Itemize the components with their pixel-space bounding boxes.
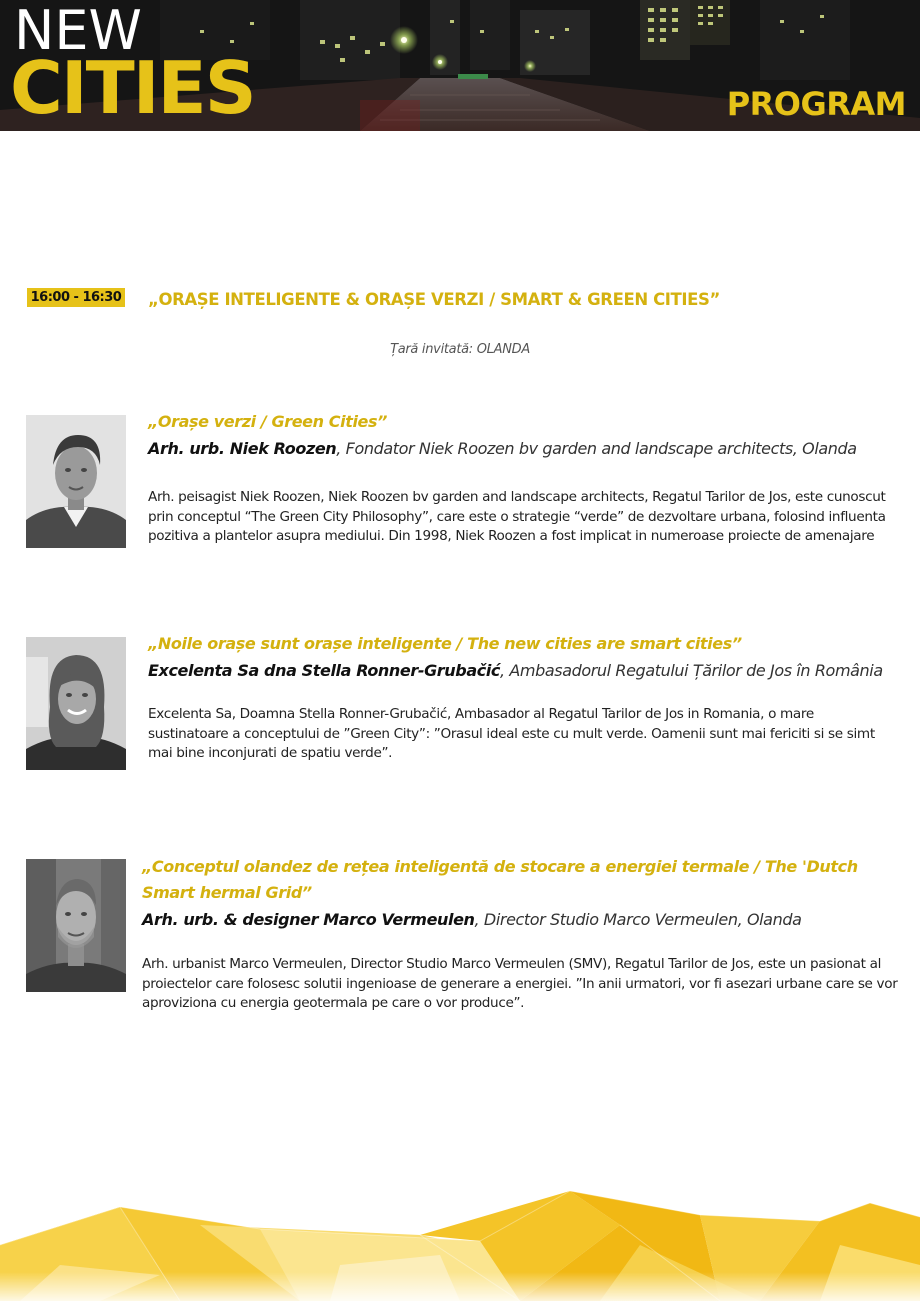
speaker-role: , Fondator Niek Roozen bv garden and landscape architects, Olanda — [336, 439, 857, 458]
speaker-photo — [26, 415, 126, 548]
section-title: PROGRAM — [726, 85, 906, 123]
time-badge: 16:00 - 16:30 — [27, 288, 125, 307]
brand-cities: CITIES — [10, 46, 255, 130]
speaker-bio: Excelenta Sa, Doamna Stella Ronner-Grubačić, Ambasador al Regatul Tarilor de Jos in Romania, o mare sustinatoare a conceptului de ”Green City”: ”Orasul ideal este cu mult verde. Oamenii sunt mai fericiti si se simt mai bine inconjurati de spatiu verde”. — [148, 706, 875, 761]
speaker-name: Arh. urb. & designer Marco Vermeulen — [142, 910, 475, 929]
footer-polygon-art — [0, 1185, 920, 1301]
speaker-role: , Director Studio Marco Vermeulen, Olanda — [474, 910, 802, 929]
talk-title: „Conceptul olandez de rețea inteligentă de stocare a energiei termale / The 'Dutch Smart hermal Grid” — [142, 857, 858, 902]
talk-title: „Orașe verzi / Green Cities” — [148, 412, 388, 431]
speaker-byline — [142, 909, 801, 931]
header-banner — [0, 0, 920, 131]
speaker-role: , Ambasadorul Regatului Țărilor de Jos în România — [500, 661, 883, 680]
speaker-photo — [26, 859, 126, 992]
speaker-name: Arh. urb. Niek Roozen — [148, 439, 337, 458]
talk-title: „Noile orașe sunt orașe inteligente / The new cities are smart cities” — [148, 634, 742, 653]
speaker-bio: Arh. peisagist Niek Roozen, Niek Roozen bv garden and landscape architects, Regatul Tarilor de Jos, este cunoscut prin conceptul “The Green City Philosophy”, care este o strategie “verde” de dezvoltare urbana, folosind influenta pozitiva a plantelor asupra mediului. Din 1998, Niek Roozen a fost implicat in numeroase proiecte de amenajare — [148, 489, 886, 544]
session-title: „ORAȘE INTELIGENTE & ORAȘE VERZI / SMART & GREEN CITIES” — [148, 290, 720, 309]
speaker-byline — [148, 438, 857, 460]
brand-new: NEW — [14, 0, 142, 62]
speaker-photo — [26, 637, 126, 770]
speaker-byline — [148, 660, 883, 682]
speaker-name: Excelenta Sa dna Stella Ronner-Grubačić — [148, 661, 500, 680]
guest-country: Țară invitată: OLANDA — [390, 342, 530, 357]
speaker-bio: Arh. urbanist Marco Vermeulen, Director Studio Marco Vermeulen (SMV), Regatul Tarilor de Jos, este un pasionat al proiectelor care folosesc solutii ingenioase de generare a energiei. ”In anii urmatori, vor fi asezari urbane care se vor aproviziona cu energia geotermala pe care o vor produce”. — [142, 956, 898, 1011]
